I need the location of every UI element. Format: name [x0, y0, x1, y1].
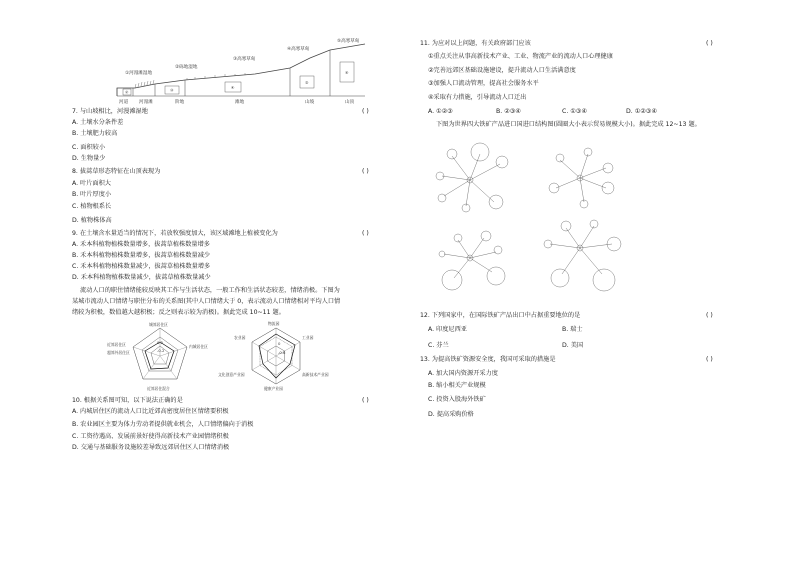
q7-option-b[interactable]: B. 土壤肥力较高	[72, 130, 118, 137]
radar1-label-right: 内城居住区	[189, 344, 208, 349]
q7-answer-paren: ( )	[362, 108, 369, 115]
radar1-label-top: 城郊居住区	[149, 322, 168, 327]
intro-b: 下图为世界四大铁矿产品进口国进口结构图(圆圈大小表示贸易规模大小)。据此完成 12~13 题。	[436, 121, 701, 128]
radar2-label-upper-left: 农业园	[234, 335, 246, 340]
bubble-cluster-4	[544, 220, 621, 291]
radar2-label-upper-right: 工业园	[302, 335, 314, 340]
q8-answer-paren: ( )	[362, 168, 369, 175]
bottom-label-6: 山顶	[345, 100, 355, 105]
top-label-2: ②砾地湿地	[175, 65, 198, 70]
intro-a-line-1: 流动人口的职住情绪能较反映其工作与生活状态，一般工作和生活状态较差，情绪消极。下图为	[80, 287, 340, 294]
intro-a-line-3: 绪较为积极，数值越大越积极；反之则表示较为消极)。据此完成 10~11 题。	[72, 309, 285, 316]
q13-option-a[interactable]: A. 加大国内资源开采力度	[428, 370, 498, 377]
top-label-3: ③高寒草甸	[233, 57, 256, 62]
radar1-label-left: 超郊外居住区	[107, 350, 130, 355]
radar-chart-industrial	[218, 320, 338, 392]
q12-stem: 12. 下列国家中，在国际铁矿产品出口中占据重要地位的是	[420, 312, 581, 319]
q8-option-b[interactable]: B. 叶片厚度小	[72, 191, 112, 198]
radar2-label-lower-right: 高新技术产业园	[302, 372, 329, 377]
q13-option-b[interactable]: B. 缩小相关产业规模	[428, 382, 486, 389]
bottom-label-2: 河漫滩	[139, 100, 153, 105]
q11-answer-paren: ( )	[706, 40, 713, 47]
q11-item-3: ③加强人口流动管理，提高社会服务水平	[428, 80, 539, 87]
iron-ore-import-structure-diagram	[430, 140, 650, 300]
bubble-cluster-1	[436, 143, 508, 212]
radar1-label-bottom: 近郊居住混合	[147, 386, 170, 391]
q13-stem: 13. 为提高铁矿资源安全度，我国可采取的措施是	[420, 356, 556, 363]
q9-option-a[interactable]: A. 禾本科植物植株数量增多，拔蒿草植株数量增多	[72, 241, 210, 248]
box-label-6: ⑥	[345, 70, 349, 75]
q9-stem: 9. 在土壤含水量适当的情况下，若放牧强度加大，该区域滩地上植被变化为	[72, 230, 278, 237]
q10-option-b[interactable]: B. 农业园区主要为体力劳动者提供就业机会，人口情绪偏向于消极	[72, 421, 254, 428]
radar2-label-lower-left: 文化创意产业园	[218, 372, 245, 377]
q10-option-a[interactable]: A. 内城居住区的流动人口比近郊高密度居住区情绪要积极	[72, 408, 229, 415]
q12-option-b[interactable]: B. 瑞士	[562, 326, 583, 333]
bubble-cluster-3	[439, 231, 505, 290]
q8-option-d[interactable]: D. 植物株体高	[72, 217, 112, 224]
q8-option-c[interactable]: C. 植物根系长	[72, 203, 112, 210]
bottom-label-5: 山坡	[305, 100, 315, 105]
bottom-label-3: 阶地	[175, 100, 185, 105]
terrain-profile-diagram	[115, 36, 375, 106]
radar2-label-top: 物流园	[268, 321, 280, 326]
bottom-label-1: 河道	[119, 100, 129, 105]
radar2-ring-0: 0	[278, 341, 281, 346]
q7-option-d[interactable]: D. 生物量少	[72, 155, 106, 162]
bottom-label-4: 滩地	[235, 100, 245, 105]
box-label-2: ②	[125, 89, 129, 95]
box-label-4: ④	[231, 85, 235, 90]
top-label-5: ⑤高寒草甸	[337, 39, 360, 44]
radar2-label-bottom: 健康产业园	[264, 386, 283, 391]
radar1-ring-0: 0.2	[157, 340, 164, 345]
top-label-1: ①河漫滩湿地	[125, 71, 153, 76]
q10-option-c[interactable]: C. 工资待遇高、发展前景好使得高新技术产业园情绪积极	[72, 433, 229, 440]
q11-option-b[interactable]: B. ②③④	[496, 108, 521, 115]
q12-option-c[interactable]: C. 芬兰	[428, 342, 449, 349]
q13-option-d[interactable]: D. 提高采购价格	[428, 411, 474, 418]
q9-answer-paren: ( )	[362, 230, 369, 237]
box-label-3: ③	[170, 87, 174, 93]
radar2-ring-1: -0.6	[278, 350, 286, 355]
q10-stem: 10. 根据关系图可知，以下说法正确的是	[72, 397, 183, 404]
q9-option-d[interactable]: D. 禾本科植物植株数量减少，拔蒿草植株数量减少	[72, 274, 211, 281]
q11-item-2: ②完善远郊区基础设施建设，提升流动人口生活满意度	[428, 67, 576, 74]
q10-answer-paren: ( )	[362, 397, 369, 404]
bubble-cluster-2	[549, 148, 614, 208]
box-label-5: ⑤	[305, 80, 309, 85]
q7-option-c[interactable]: C. 面积较小	[72, 144, 106, 151]
radar1-ring-1: -0.2	[157, 348, 165, 353]
q13-answer-paren: ( )	[706, 356, 713, 363]
intro-a-line-2: 某城市流动人口情绪与职住分布的关系图(其中人口情绪大于 0，表示流动人口情绪相对平均人口情	[72, 298, 341, 305]
q9-option-b[interactable]: B. 禾本科植物植株数量增多，拔蒿草植株数量减少	[72, 252, 211, 259]
q11-option-c[interactable]: C. ①③④	[562, 108, 587, 115]
q7-stem: 7. 与山坡相比，河漫滩湿地	[72, 108, 148, 115]
q11-option-d[interactable]: D. ①②③④	[626, 108, 657, 115]
q12-option-a[interactable]: A. 印度尼西亚	[428, 326, 467, 333]
q8-stem: 8. 拔蒿草形态特征在山顶表现为	[72, 168, 161, 175]
q10-option-d[interactable]: D. 交通与基础服务设施较差导致远郊居住区人口情绪消极	[72, 444, 230, 451]
radar-chart-residential	[105, 320, 215, 392]
top-label-4: ④高寒草甸	[287, 47, 310, 52]
q8-option-a[interactable]: A. 叶片面积大	[72, 180, 111, 187]
q9-option-c[interactable]: C. 禾本科植物植株数量减少，拔蒿草植株数量增多	[72, 263, 211, 270]
q11-item-4: ④采取有力措施，引导流动人口迁出	[428, 94, 527, 101]
q13-option-c[interactable]: C. 投资入股海外铁矿	[428, 396, 486, 403]
q11-option-a[interactable]: A. ①②③	[428, 108, 453, 115]
q7-option-a[interactable]: A. 土壤水分条件差	[72, 119, 124, 126]
q12-answer-paren: ( )	[706, 312, 713, 319]
radar1-label-left-top: 近郊居住区	[107, 342, 126, 347]
profile-box-labels	[123, 62, 354, 95]
q11-stem: 11. 为应对以上问题，有关政府部门应该	[420, 40, 531, 47]
q11-item-1: ①重点关注从事高新技术产业、工业、物流产业的流动人口心理健康	[428, 53, 613, 60]
q12-option-d[interactable]: D. 美国	[562, 342, 584, 349]
